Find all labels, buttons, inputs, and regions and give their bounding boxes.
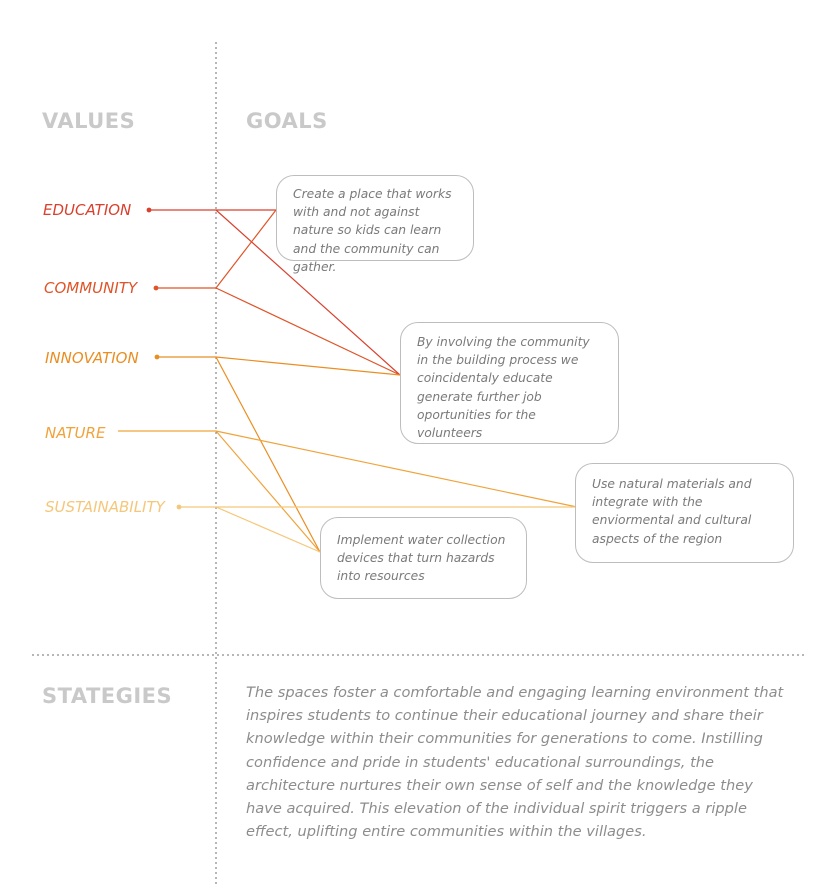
goal-box-water: Implement water collection devices that turn hazards into resources bbox=[320, 517, 527, 599]
strategies-heading: STATEGIES bbox=[42, 684, 173, 708]
value-sustainability: SUSTAINABILITY bbox=[45, 498, 165, 516]
link-community-to-goal-nature-place bbox=[216, 210, 276, 288]
strategies-paragraph: The spaces foster a comfortable and engaging learning environment that inspires students to continue their educational journey and share their knowledge within their communities for generations to come. Instilling confidence and pride in students' educational surroundings, the architecture nurtures their own sense of self and the knowledge they have acquired. This elevation of the individual spirit triggers a ripple effect, uplifting entire communities within the villages. bbox=[246, 684, 784, 841]
value-dot-sustainability bbox=[177, 505, 182, 510]
value-innovation: INNOVATION bbox=[45, 349, 139, 367]
link-community-to-goal-community-build bbox=[216, 288, 400, 375]
link-innovation-to-goal-water bbox=[216, 357, 320, 552]
goal-box-community-build: By involving the community in the building process we coincidentaly educate generate further job oportunities for the volunteers bbox=[400, 322, 619, 444]
link-innovation-to-goal-community-build bbox=[216, 357, 400, 375]
value-dots bbox=[147, 208, 182, 510]
value-dot-education bbox=[147, 208, 152, 213]
goal-box-natural-materials: Use natural materials and integrate with the enviormental and cultural aspects of the region bbox=[575, 463, 794, 563]
goals-heading: GOALS bbox=[246, 109, 328, 133]
link-sustainability-to-goal-water bbox=[216, 507, 320, 552]
value-education: EDUCATION bbox=[43, 201, 132, 219]
value-dot-community bbox=[154, 286, 159, 291]
values-heading: VALUES bbox=[42, 109, 136, 133]
value-nature: NATURE bbox=[45, 424, 106, 442]
value-dot-innovation bbox=[155, 355, 160, 360]
value-community: COMMUNITY bbox=[44, 279, 138, 297]
goal-box-nature-place: Create a place that works with and not against nature so kids can learn and the community can gather. bbox=[276, 175, 474, 261]
